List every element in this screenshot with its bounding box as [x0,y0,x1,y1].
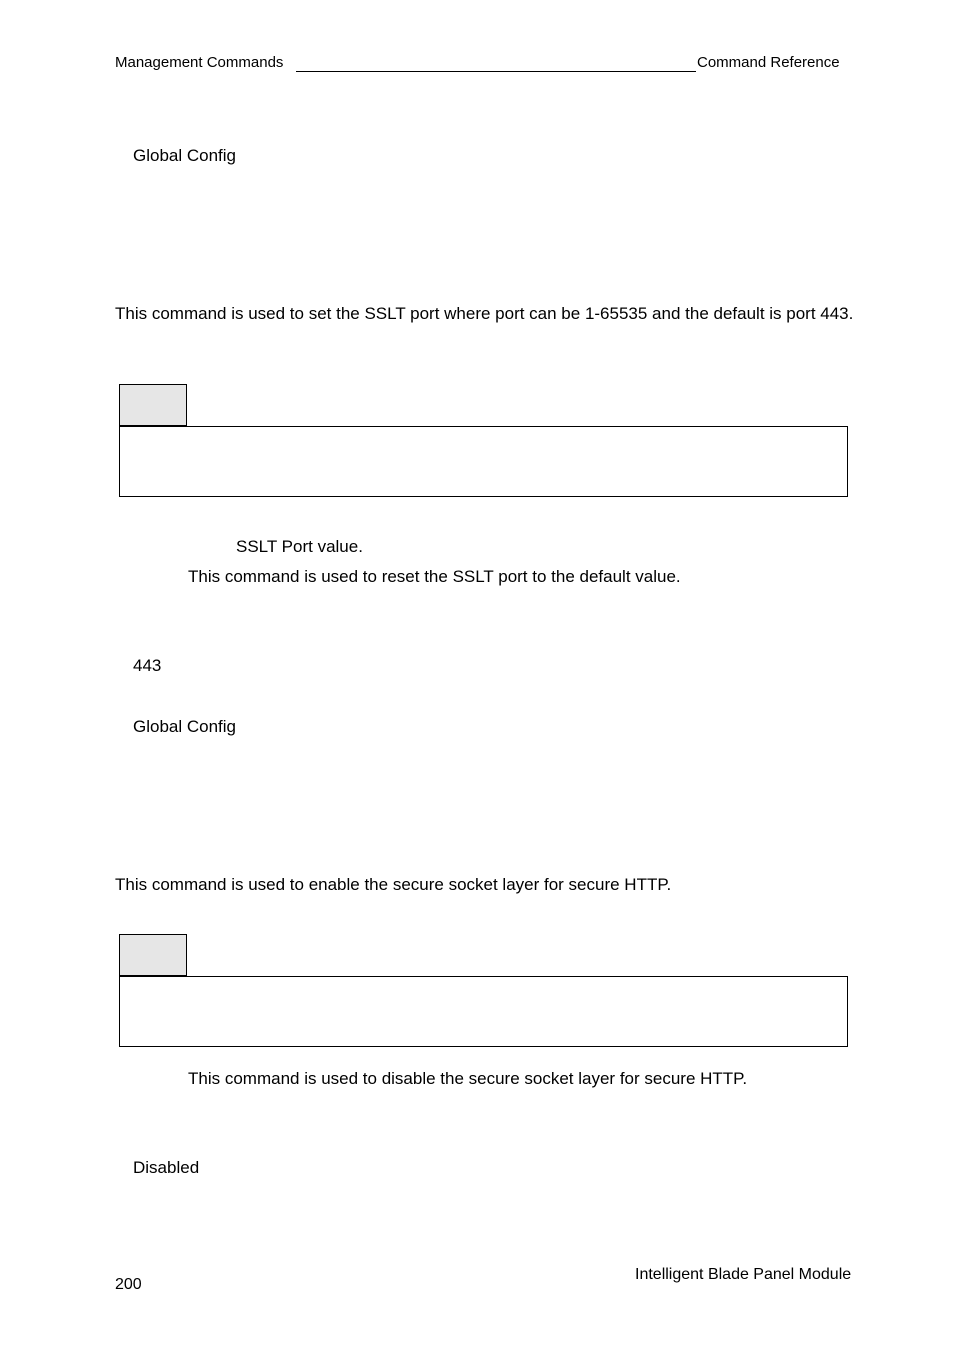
param-description: SSLT Port value. [236,537,363,556]
format-box-1 [119,426,848,497]
format-tab-2 [119,934,187,976]
header-rule [296,71,696,72]
no-form-description-1: This command is used to reset the SSLT port to the default value. [188,567,681,586]
footer-title: Intelligent Blade Panel Module [635,1266,852,1283]
sslt-enable-description: This command is used to enable the secure socket layer for secure HTTP. [115,875,672,894]
no-form-description-2: This command is used to disable the secure socket layer for secure HTTP. [188,1069,748,1088]
command-mode-2: Global Config [133,717,237,736]
sslt-port-description: This command is used to set the SSLT port where port can be 1-65535 and the default is port 443. [115,304,854,323]
page-number: 200 [115,1276,142,1293]
header-right-title: Command Reference [697,54,840,71]
command-mode-1: Global Config [133,146,237,165]
format-box-2 [119,976,848,1047]
header-left-title: Management Commands [115,54,284,71]
default-value-1: 443 [133,656,162,675]
format-tab-1 [119,384,187,426]
default-value-2: Disabled [133,1158,200,1177]
